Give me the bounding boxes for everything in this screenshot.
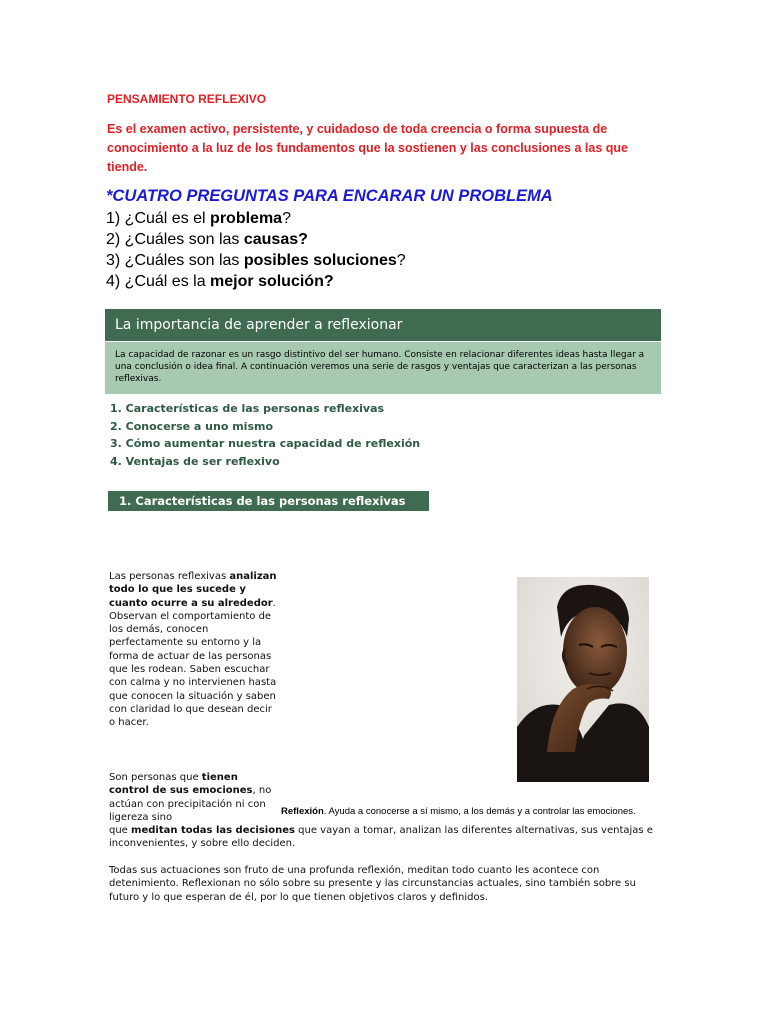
section-1-paragraph-3: Todas sus actuaciones son fruto de una profunda reflexión, meditan todo cuanto les acontece con detenimiento. Reflexionan no sólo sobre su presente y las circunstancias actuales, sino también sobre su futuro y lo que esperan de él, por lo que tienen objetivos claros y definidos.	[109, 865, 636, 903]
question-2: 2) ¿Cuáles son las causas?	[106, 231, 308, 248]
importance-header: La importancia de aprender a reflexionar	[105, 309, 661, 341]
section-1-paragraph-1: Las personas reflexivas analizan todo lo que les sucede y cuanto ocurre a su alrededor. Observan el comportamiento de los demás, conocen perfectamente su entorno y la forma de actuar de las personas que les rodean. Saben escuchar con calma y no intervienen hasta que conocen la situación y saben con claridad lo que desean decir o hacer.	[109, 571, 277, 729]
toc-item-2[interactable]: 2. Conocerse a uno mismo	[110, 419, 274, 433]
photo-caption: Reflexión. Ayuda a conocerse a sí mismo, a los demás y a controlar las emociones.	[281, 806, 636, 817]
toc-item-3[interactable]: 3. Cómo aumentar nuestra capacidad de reflexión	[110, 437, 421, 450]
section-1-paragraph-2-start: Son personas que tienen control de sus emociones, no actúan con precipitación ni con ligereza sino	[109, 772, 272, 823]
table-of-contents	[110, 400, 420, 470]
questions-heading: *CUATRO PREGUNTAS PARA ENCARAR UN PROBLEMA	[106, 187, 553, 205]
section-1-paragraph-2-end: que meditan todas las decisiones que vayan a tomar, analizan las diferentes alternativas, sus ventajas e inconvenientes, y sobre ello deciden.	[109, 825, 653, 850]
question-4: 4) ¿Cuál es la mejor solución?	[106, 273, 334, 290]
reflection-photo	[517, 577, 649, 782]
importance-body: La capacidad de razonar es un rasgo distintivo del ser humano. Consiste en relacionar diferentes ideas hasta llegar a una conclusión o idea final. A continuación veremos una serie de rasgos y ventajas que caracterizan a las personas reflexivas.	[105, 342, 661, 394]
question-3: 3) ¿Cuáles son las posibles soluciones?	[106, 252, 406, 269]
section-1-heading: 1. Características de las personas reflexivas	[108, 491, 429, 511]
page-title: PENSAMIENTO REFLEXIVO	[107, 92, 267, 106]
toc-item-1[interactable]: 1. Características de las personas reflexivas	[110, 402, 385, 415]
questions-list	[106, 208, 406, 292]
toc-item-4[interactable]: 4. Ventajas de ser reflexivo	[110, 454, 280, 468]
definition-text: Es el examen activo, persistente, y cuidadoso de toda creencia o forma supuesta de conocimiento a la luz de los fundamentos que la sostienen y las conclusiones a las que tiende.	[107, 122, 628, 174]
question-1: 1) ¿Cuál es el problema?	[106, 210, 291, 227]
